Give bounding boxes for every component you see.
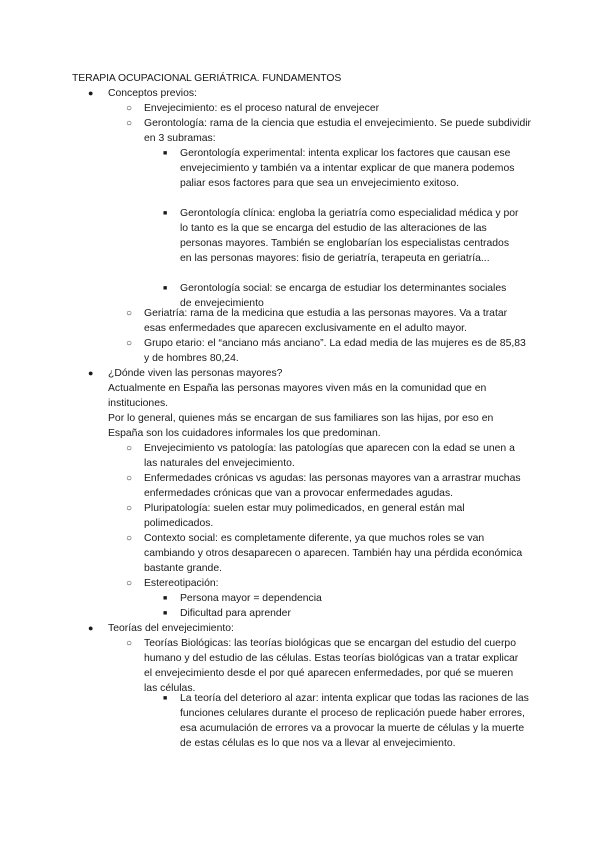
paragraph-cuidadores: Por lo general, quienes más se encargan de sus familiares son las hijas, por eso en España son los cuidadores informales los que predominan. [108, 413, 494, 439]
item-estereotipacion: Estereotipación: [144, 578, 219, 589]
subitem-gerontologia-experimental: Gerontología experimental: intenta explicar los factores que causan ese envejecimiento y también va a intentar explicar de que manera podemos paliar esos factores para que sea un envejecimiento exitoso. [180, 148, 515, 189]
item-teorias-biologicas: Teorías Biológicas: las teorías biológicas que se encargan del estudio del cuerpo humano y del estudio de las células. Estas teorías biológicas van a tratar explicar el envejecimiento desde el por qué aparecen enfermedades, por qué se mueren las células. [144, 638, 519, 694]
subitem-dificultad-aprender: Dificultad para aprender [180, 608, 291, 619]
level2-bullet: ○ [126, 473, 133, 484]
section-heading-conceptos: Conceptos previos: [108, 88, 197, 99]
subitem-persona-mayor: Persona mayor = dependencia [180, 593, 322, 604]
item-grupo-etario: Grupo etario: el “anciano más anciano”. La edad media de las mujeres es de 85,83 y de hombres 80,24. [144, 338, 526, 364]
level1-bullet: ● [88, 88, 94, 98]
item-gerontologia: Gerontología: rama de la ciencia que estudia el envejecimiento. Se puede subdividir en 3 subramas: [144, 118, 532, 144]
section-heading-donde-viven: ¿Dónde viven las personas mayores? [108, 368, 283, 379]
subitem-gerontologia-clinica: Gerontología clínica: engloba la geriatría como especialidad médica y por lo tanto es la que se encarga del estudio de las alteraciones de las personas mayores. También se englobarían los especialistas centrados en las personas mayores: fisio de geriatría, terapeuta en geriatría... [180, 208, 519, 264]
item-envejecimiento-vs-patologia: Envejecimiento vs patología: las patologías que aparecen con la edad se unen a las naturales del envejecimiento. [144, 443, 515, 469]
level2-bullet: ○ [126, 638, 133, 649]
level2-bullet: ○ [126, 503, 133, 514]
level2-bullet: ○ [126, 443, 133, 454]
level1-bullet: ● [88, 368, 94, 378]
level2-bullet: ○ [126, 308, 133, 319]
item-enfermedades-cronicas: Enfermedades crónicas vs agudas: las personas mayores van a arrastrar muchas enfermedades crónicas que van a provocar enfermedades agudas. [144, 473, 521, 499]
level2-bullet: ○ [126, 103, 133, 114]
paragraph-comunidad: Actualmente en España las personas mayores viven más en la comunidad que en instituciones. [108, 383, 487, 409]
level3-bullet: ■ [163, 150, 168, 157]
subitem-teoria-deterioro-azar: La teoría del deterioro al azar: intenta explicar que todas las raciones de las funciones celulares durante el proceso de replicación puede haber errores, esa acumulación de errores va a provocar la muerte de células y la muerte de estas células es lo que nos va a llevar al envejecimiento. [180, 693, 529, 749]
level2-bullet: ○ [126, 578, 133, 589]
level2-bullet: ○ [126, 338, 133, 349]
item-contexto-social: Contexto social: es completamente diferente, ya que muchos roles se van cambiando y otros desaparecen o aparecen. También hay una pérdida económica bastante grande. [144, 533, 523, 574]
level3-bullet: ■ [163, 695, 168, 702]
item-envejecimiento: Envejecimiento: es el proceso natural de envejecer [144, 103, 380, 114]
level3-bullet: ■ [163, 210, 168, 217]
subitem-gerontologia-social: Gerontología social: se encarga de estudiar los determinantes sociales de envejecimiento [180, 283, 507, 309]
level2-bullet: ○ [126, 533, 133, 544]
level2-bullet: ○ [126, 118, 133, 129]
item-geriatria: Geriatría: rama de la medicina que estudia a las personas mayores. Va a tratar esas enfermedades que aparecen exclusivamente en el adulto mayor. [144, 308, 508, 334]
item-pluripatologia: Pluripatología: suelen estar muy polimedicados, en general están mal polimedicados. [144, 503, 465, 529]
level3-bullet: ■ [163, 285, 168, 292]
document-title: TERAPIA OCUPACIONAL GERIÁTRICA. FUNDAMENTOS [72, 73, 342, 84]
level3-bullet: ■ [163, 610, 168, 617]
level3-bullet: ■ [163, 595, 168, 602]
section-heading-teorias: Teorías del envejecimiento: [108, 623, 234, 634]
level1-bullet: ● [88, 623, 94, 633]
